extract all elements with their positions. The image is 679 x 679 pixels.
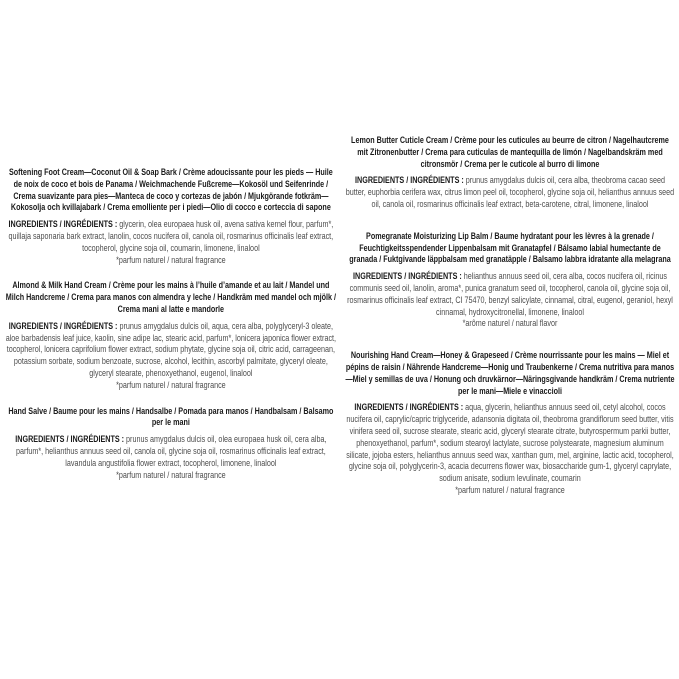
product-title: Pomegranate Moisturizing Lip Balm / Baume hydratant pour les lèvres à la grenade / Feuchtigkeitsspendender Lippenbalsam mit Granatapfel / Bálsamo labial humectante de granada / Fuktgivande läppbalsam med granatäpple / Balsamo labbra idratante alla melagrana: [349, 230, 671, 266]
ingredients-footnote: *parfum naturel / natural fragrance: [116, 379, 226, 391]
product-block-hand-salve: [4, 406, 338, 482]
product-title: Hand Salve / Baume pour les mains / Handsalbe / Pomada para manos / Handbalsam / Balsamo per le mani: [8, 405, 334, 429]
product-block-nourishing-hand-cream: [345, 350, 675, 497]
ingredients-footnote: *parfum naturel / natural fragrance: [455, 484, 565, 496]
product-title: Softening Foot Cream—Coconut Oil & Soap Bark / Crème adoucissante pour les pieds — Huile de noix de coco et bois de Panama / Weichmachende Fußcreme—Kokosöl und Seifenrinde / Crema suavizante para pies—Manteca de coco y cortezas de jabón / Mjukgörande fotkräm—Kokosolja och kvillajabark / Crema emolliente per i piedi—Olio di cocco e corteccia di sapone: [8, 167, 333, 214]
product-block-softening-foot-cream: [4, 167, 338, 266]
ingredients-paragraph: [4, 219, 338, 254]
ingredients-paragraph: [345, 175, 675, 210]
ingredients-label: INGREDIENTS / INGRÉDIENTS :: [354, 402, 464, 414]
product-block-lemon-butter-cuticle-cream: [345, 135, 675, 211]
ingredients-label: INGREDIENTS / INGRÉDIENTS :: [8, 320, 118, 332]
ingredients-label: INGREDIENTS / INGRÉDIENTS :: [353, 271, 462, 283]
ingredients-list: prunus amygdalus dulcis oil, cera alba, theobroma cacao seed butter, euphorbia cerifera wax, citrus limon peel oil, tocopherol, glycine soja oil, helianthus annuus seed oil, canola oil, rosmarinus officinalis leaf extract, beta-carotene, citral, limonene, linalool: [345, 175, 675, 210]
ingredients-paragraph: [4, 321, 338, 380]
right-column: [345, 135, 675, 517]
ingredients-list: prunus amygdalus dulcis oil, aqua, cera alba, polyglyceryl-3 oleate, aloe barbadensis leaf juice, kaolin, sine adipe lac, stearic acid, parfum*, lonicera japonica flower extract, tocopherol, lonicera caprifolium flower extract, sodium phytate, glycine soja oil, citric acid, carrageenan, potassium sorbate, sodium benzoate, sucrose, alcohol, lecithin, ascorbyl palmitate, glyceryl oleate, glyceryl stearate, phenoxyethanol, eugenol, linalool: [5, 320, 337, 379]
ingredients-label: INGREDIENTS / INGRÉDIENTS :: [355, 175, 464, 187]
ingredients-list: helianthus annuus seed oil, cera alba, cocos nucifera oil, ricinus communis seed oil, lanolin, aroma*, punica granatum seed oil, tocopherol, canola oil, glycine soja oil, rosmarinus officinalis leaf extract, CI 75470, benzyl salicylate, cinnamal, citral, eugenol, geraniol, hexyl cinnamal, hydroxycitronellal, limonene, linalool: [347, 271, 673, 318]
ingredients-label: INGREDIENTS / INGRÉDIENTS :: [8, 219, 118, 231]
ingredients-footnote: *parfum naturel / natural fragrance: [116, 469, 226, 481]
product-title: Almond & Milk Hand Cream / Crème pour les mains à l’huile d’amande et au lait / Mandel und Milch Handcreme / Crema para manos con almendra y leche / Handkräm med mandel och mjölk / Crema mani al latte e mandorle: [5, 280, 337, 315]
left-column: [4, 167, 338, 495]
ingredients-list: glycerin, olea europaea husk oil, avena sativa kernel flour, parfum*, quillaja saponaria bark extract, lanolin, cocos nucifera oil, canola oil, rosmarinus officinalis leaf extract, tocopherol, glycine soja oil, coumarin, limonene, linalool: [8, 219, 334, 254]
ingredients-paragraph: [345, 402, 675, 485]
ingredients-paragraph: [345, 271, 675, 318]
product-title: Lemon Butter Cuticle Cream / Crème pour les cuticules au beurre de citron / Nagelhautcreme mit Zitronenbutter / Crema para cuticulas de mantequilla de limón / Nagelbandskräm med citronsmör / Crema per le cuticole al burro di limone: [351, 135, 669, 170]
ingredients-list: aqua, glycerin, helianthus annuus seed oil, cetyl alcohol, cocos nucifera oil, caprylic/capric triglyceride, adansonia digitata oil, theobroma grandiflorum seed butter, vitis vinifera seed oil, sucrose stearate, stearic acid, glyceryl stearate citrate, butyrospermum parkii butter, phenoxyethanol, parfum*, sodium stearoyl lactylate, sucrose polystearate, magnesium aluminum silicate, jojoba esters, helianthus annuus seed wax, xanthan gum, mel, arginine, lactic acid, tocopherol, glycine soja oil, polyglycerin-3, acacia decurrens flower wax, biosaccharide gum-1, glyceryl caprylate, sodium anisate, sodium levulinate, coumarin: [346, 402, 674, 485]
product-block-pomegranate-lip-balm: [345, 231, 675, 330]
product-title: Nourishing Hand Cream—Honey & Grapeseed / Crème nourrissante pour les mains — Miel et pépins de raisin / Nährende Handcreme—Honig und Traubenkerne / Crema nutritiva para manos—Miel y semillas de uva / Honung och druvkärnor—Näringsgivande handkräm / Crema nutriente per le mani—Miele e vinaccioli: [345, 350, 675, 397]
ingredients-footnote: *arôme naturel / natural flavor: [462, 318, 558, 330]
ingredients-footnote: *parfum naturel / natural fragrance: [116, 254, 226, 266]
product-block-almond-milk-hand-cream: [4, 280, 338, 391]
ingredients-label: INGREDIENTS / INGRÉDIENTS :: [15, 434, 125, 446]
ingredients-list: prunus amygdalus dulcis oil, olea europaea husk oil, cera alba, parfum*, helianthus annuus seed oil, canola oil, glycine soja oil, rosmarinus officinalis leaf extract, lavandula angustifolia flower extract, tocopherol, limonene, linalool: [15, 434, 327, 469]
ingredients-paragraph: [4, 434, 338, 469]
